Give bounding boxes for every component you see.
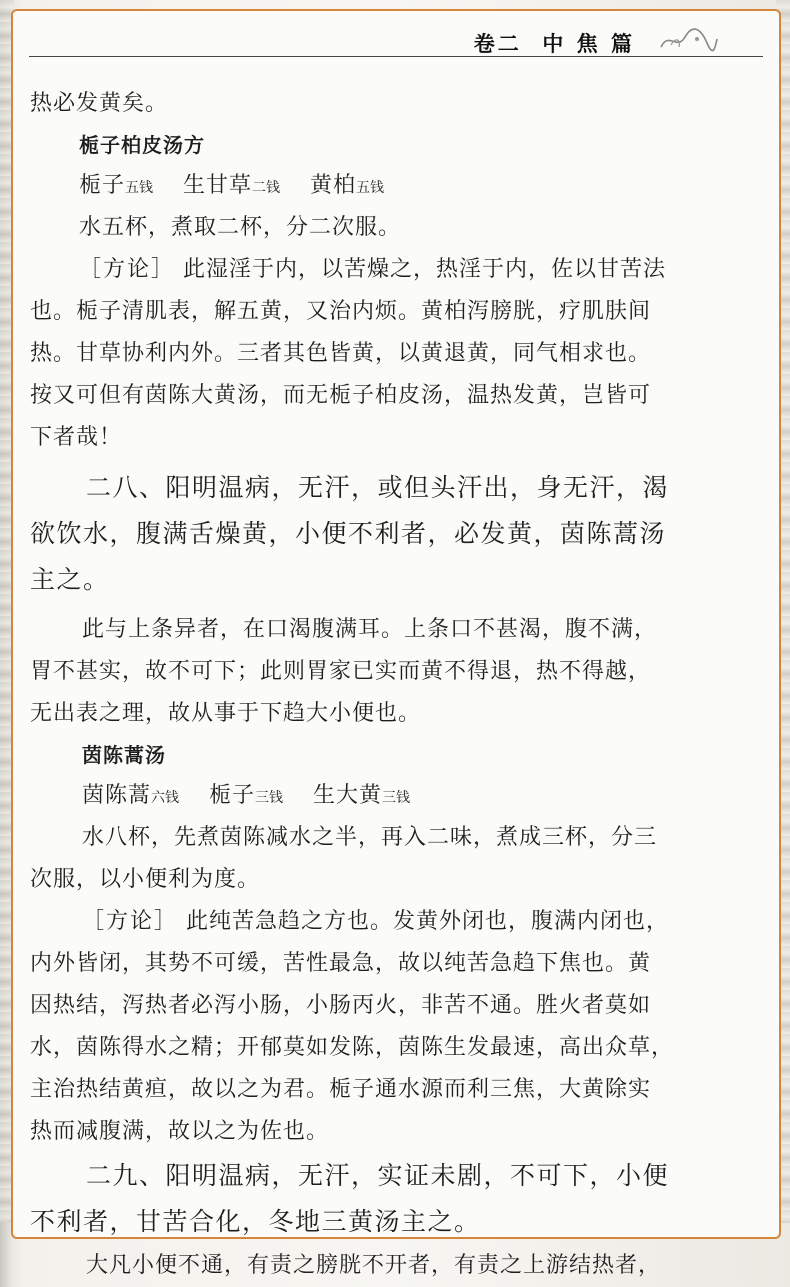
formula-heading: 栀子柏皮汤方 — [79, 133, 205, 157]
ingredient: 生甘草二钱 — [183, 173, 281, 198]
commentary-line: ［方论］ 此湿淫于内，以苦燥之，热淫于内，佐以甘苦法 — [79, 257, 667, 282]
note-line: 大凡小便不通，有责之膀胱不开者，有责之上游结热者， — [86, 1253, 662, 1278]
article-line: 二八、阳明温病，无汗，或但头汗出，身无汗，渴 — [86, 473, 670, 502]
note-line: 胃不甚实，故不可下；此则胃家已实而黄不得退，热不得越， — [30, 659, 652, 684]
commentary-line: 水，茵陈得水之精；开郁莫如发陈，茵陈生发最速，高出众草， — [30, 1035, 675, 1060]
chapter-title: 卷二 中 焦 篇 — [473, 32, 635, 56]
method-line: 水五杯，煮取二杯，分二次服。 — [79, 215, 402, 240]
ingredient: 栀子五钱 — [79, 173, 154, 198]
formula-heading: 茵陈蒿汤 — [82, 743, 166, 767]
commentary-line: 热。甘草协利内外。三者其色皆黄，以黄退黄，同气相求也。 — [30, 341, 652, 366]
method-line: 次服，以小便利为度。 — [30, 867, 261, 892]
running-header — [29, 19, 763, 57]
note-line: 此与上条异者，在口渴腹满耳。上条口不甚渴，腹不满， — [82, 617, 658, 642]
note-line: 无出表之理，故从事于下趋大小便也。 — [30, 701, 422, 726]
ornament-icon — [657, 25, 719, 55]
commentary-line: 主治热结黄疸，故以之为君。栀子通水源而利三焦，大黄除实 — [30, 1077, 652, 1102]
article-line: 欲饮水，腹满舌燥黄，小便不利者，必发黄，茵陈蒿汤 — [30, 519, 667, 548]
commentary-line: ［方论］ 此纯苦急趋之方也。发黄外闭也，腹满内闭也， — [82, 909, 670, 934]
page-body — [30, 83, 751, 1287]
commentary-line: 热而减腹满，故以之为佐也。 — [30, 1119, 330, 1144]
ingredient: 茵陈蒿六钱 — [82, 783, 180, 808]
article-line: 二九、阳明温病，无汗，实证未剧，不可下，小便 — [86, 1161, 670, 1190]
commentary-line: 内外皆闭，其势不可缓，苦性最急，故以纯苦急趋下焦也。黄 — [30, 951, 652, 976]
commentary-label: ［方论］ — [79, 257, 176, 282]
commentary-line: 按又可但有茵陈大黄汤，而无栀子柏皮汤，温热发黄，岂皆可 — [30, 383, 652, 408]
article-line: 主之。 — [30, 565, 110, 594]
commentary-label: ［方论］ — [82, 909, 179, 934]
ingredient: 黄柏五钱 — [310, 173, 385, 198]
text-line: 热必发黄矣。 — [30, 91, 169, 116]
commentary-line: 也。栀子清肌表，解五黄，又治内烦。黄柏泻膀胱，疗肌肤间 — [30, 299, 652, 324]
ingredient-line — [30, 165, 751, 207]
commentary-line: 因热结，泻热者必泻小肠，小肠丙火，非苦不通。胜火者莫如 — [30, 993, 652, 1018]
commentary-line: 下者哉！ — [30, 425, 123, 450]
ingredient: 栀子三钱 — [209, 783, 284, 808]
ingredient: 生大黄三钱 — [313, 783, 411, 808]
ingredient-line — [30, 775, 751, 817]
method-line: 水八杯，先煮茵陈减水之半，再入二味，煮成三杯，分三 — [82, 825, 658, 850]
book-page — [11, 9, 781, 1278]
article-line: 不利者，甘苦合化，冬地三黄汤主之。 — [30, 1207, 481, 1236]
